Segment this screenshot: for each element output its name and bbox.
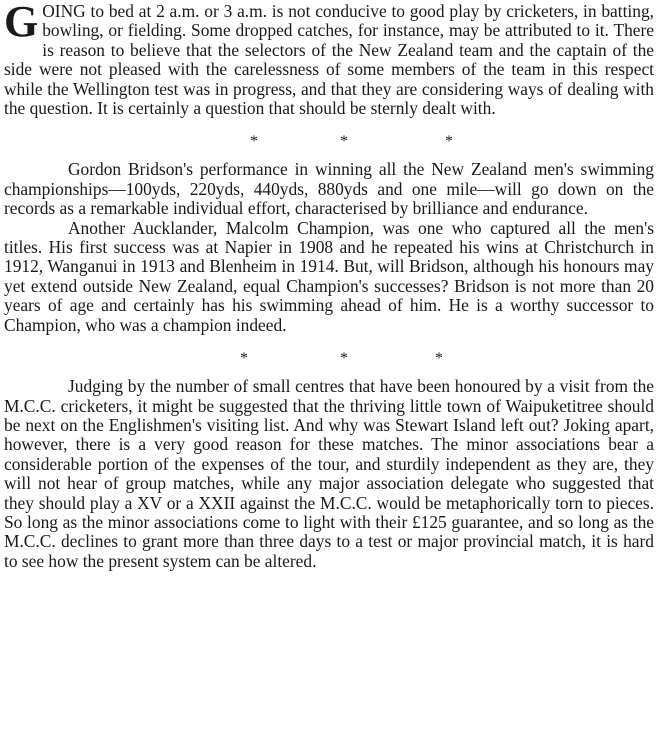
separator-asterisk: * <box>340 133 348 151</box>
separator-asterisk: * <box>435 350 443 368</box>
paragraph-late-nights <box>4 2 654 118</box>
separator-asterisk: * <box>340 350 348 368</box>
section-separator <box>4 130 654 154</box>
newspaper-column <box>4 2 654 571</box>
paragraph-mcc: Judging by the number of small centres that have been honoured by a visit from the M.C.C. cricketers, it might be suggested that the thriving little town of Waipuketitree should be next on the Englishmen's visiting list. And why was Stewart Island left out? Joking apart, however, there is a very good reason for these matches. The minor associations bear a considerable portion of the expenses of the tour, and sturdily independent as they are, they will not hear of group matches, while any major association delegate who suggested that they should play a XV or a XXII against the M.C.C. would be metaphorically torn to pieces. So long as the minor associations come to light with their £125 guarantee, and so long as the M.C.C. declines to grant more than three days to a test or major provincial match, it is hard to see how the present system can be altered. <box>4 376 654 571</box>
section-mcc-matches <box>4 377 654 571</box>
paragraph-text: OING to bed at 2 a.m. or 3 a.m. is not conducive to good play by cricketers, in batting, bowling, or fielding. Some dropped catches, for instance, may be attributed to it. There is reason to believe that the selectors of the New Zealand team and the captain of the side were not pleased with the carelessness of some members of the team in this respect while the Wellington test was in progress, and that they are considering ways of dealing with the question. It is certainly a question that should be sternly dealt with. <box>4 1 654 119</box>
paragraph-bridson: Gordon Bridson's performance in winning all the New Zealand men's swimming championships—100yds, 220yds, 440yds, 880yds and one mile—will go down on the records as a remarkable individual effort, characterised by brilliance and endurance. <box>4 159 654 219</box>
paragraph-champion: Another Aucklander, Malcolm Champion, was one who captured all the men's titles. His first success was at Napier in 1908 and he repeated his wins at Christchurch in 1912, Wanganui in 1913 and Blenheim in 1914. But, will Bridson, although his honours may yet extend outside New Zealand, equal Champion's successes? Bridson is not more than 20 years of age and certainly has his swimming ahead of him. He is a worthy successor to Champion, who was a champion indeed. <box>4 217 654 335</box>
separator-asterisk: * <box>250 133 258 151</box>
section-separator <box>4 347 654 371</box>
section-cricket-late-nights <box>4 2 654 118</box>
section-bridson-swimming <box>4 160 654 335</box>
drop-cap: G <box>4 0 39 46</box>
separator-asterisk: * <box>240 350 248 368</box>
separator-asterisk: * <box>445 133 453 151</box>
